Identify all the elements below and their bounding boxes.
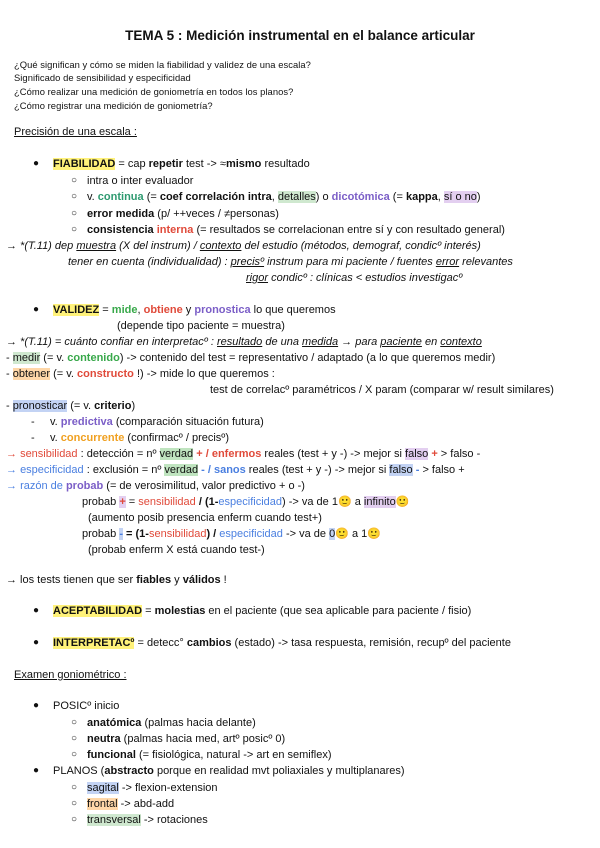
circle-bullet-icon: ○ [71,798,78,809]
probab-plus-line: probab + = sensibilidad / (1-especificidad) -> va de 1🙂 a infinito🙂 [82,496,410,508]
obtener-line: - obtener (= v. constructo !) -> mide lo que queremos : [6,368,275,380]
planos-line: PLANOS (abstracto porque en realidad mvt poliaxiales y multiplanares) [53,765,405,777]
medir-line: - medir (= v. contenido) -> contenido del test = representativo / adaptado (a lo que queremos medir) [6,352,496,364]
bullet-icon: ● [33,304,40,315]
sagital-line: sagital -> flexion-extension [87,782,218,794]
funcional-line: funcional (= fisiológica, natural -> art en semiflex) [87,749,332,761]
circle-bullet-icon: ○ [71,717,78,728]
fiab-sub-4: consistencia interna (= resultados se correlacionan entre sí y con resultado general) [87,224,505,236]
dash-icon: - [31,432,35,444]
dash-icon: - [31,416,35,428]
pronosticar-line: - pronosticar (= v. criterio) [6,400,136,412]
smile-icon: 🙂 [395,496,410,508]
fiabilidad-term: FIABILIDAD [53,158,116,170]
especificidad-line: → especificidad : exclusión = nº verdad - / sanos reales (test + y -) -> mejor si falso - > falso + [6,464,465,476]
fiab-arrow-3: rigor condicº : clínicas < estudios investigacº [246,272,463,284]
anatomica-line: anatómica (palmas hacia delante) [87,717,256,729]
smile-icon: 🙂 [335,528,349,540]
circle-bullet-icon: ○ [71,224,78,235]
probab-plus-note: (aumento posib presencia enferm cuando test+) [88,512,322,524]
circle-bullet-icon: ○ [71,191,78,202]
circle-bullet-icon: ○ [71,733,78,744]
bullet-icon: ● [33,765,40,776]
posic-line: POSICº inicio [53,700,120,712]
fiab-arrow-1: → *(T.11) dep muestra (X del instrum) / contexto del estudio (métodos, demograf, condicº interés) [6,240,481,252]
question-1: ¿Qué significan y cómo se miden la fiabilidad y validez de una escala? [14,59,311,70]
frontal-line: frontal -> abd-add [87,798,175,810]
razon-line: → razón de probab (= de verosimilitud, valor predictivo + o -) [6,480,305,492]
concurrente-line: v. concurrente (confirmacº / precisº) [50,432,229,444]
circle-bullet-icon: ○ [71,208,78,219]
predictiva-line: v. predictiva (comparación situación futura) [50,416,264,428]
fiab-sub-1: intra o inter evaluador [87,175,194,187]
fiab-sub-3: error medida (p/ ++veces / ≠personas) [87,208,279,220]
precision-heading: Precisión de una escala : [14,126,137,138]
aceptabilidad-line: ACEPTABILIDAD = molestias en el paciente (que sea aplicable para paciente / fisio) [53,605,472,617]
fiabilidad-line: FIABILIDAD = cap repetir test -> ≈mismo resultado [53,158,310,170]
question-4: ¿Cómo registrar una medición de goniometría? [14,100,213,111]
circle-bullet-icon: ○ [71,749,78,760]
sensibilidad-line: → sensibilidad : detección = nº verdad + / enfermos reales (test + y -) -> mejor si falso + > falso - [6,448,481,460]
circle-bullet-icon: ○ [71,175,78,186]
fiab-sub-2: v. continua (= coef correlación intra, detalles) o dicotómica (= kappa, sí o no) [87,191,481,203]
probab-minus-line: probab - = (1-sensibilidad) / especificidad -> va de 0🙂 a 1🙂 [82,528,381,540]
interpretac-line: INTERPRETACº = detecc° cambios (estado) -> tasa respuesta, remisión, recupº del paciente [53,637,511,649]
interpretac-term: INTERPRETACº [53,637,135,649]
circle-bullet-icon: ○ [71,814,78,825]
bullet-icon: ● [33,637,40,648]
question-2: Significado de sensibilidad y especificidad [14,72,191,83]
aceptabilidad-term: ACEPTABILIDAD [53,605,143,617]
neutra-line: neutra (palmas hacia med, artº posicº 0) [87,733,286,745]
examen-heading: Examen goniométrico : [14,669,127,681]
transversal-line: transversal -> rotaciones [87,814,208,826]
bullet-icon: ● [33,158,40,169]
fiables-validos-line: → los tests tienen que ser fiables y válidos ! [6,574,227,586]
validez-line: VALIDEZ = mide, obtiene y pronostica lo que queremos [53,304,336,316]
smile-icon: 🙂 [367,528,381,540]
probab-minus-note: (probab enferm X está cuando test-) [88,544,265,556]
page-title: TEMA 5 : Medición instrumental en el balance articular [125,28,475,43]
question-3: ¿Cómo realizar una medición de goniometría en todos los planos? [14,86,294,97]
smile-icon: 🙂 [337,496,352,508]
bullet-icon: ● [33,605,40,616]
bullet-icon: ● [33,700,40,711]
fiab-arrow-2: tener en cuenta (individualidad) : precisº instrum para mi paciente / fuentes error relevantes [68,256,513,268]
validez-line-2: (depende tipo paciente = muestra) [117,320,285,332]
circle-bullet-icon: ○ [71,782,78,793]
validez-term: VALIDEZ [53,304,100,316]
validez-arrow: → *(T.11) = cuánto confiar en interpretacº : resultado de una medida → para paciente en contexto [6,336,482,348]
obtener-line-2: test de correlacº paramétricos / X param (comparar w/ result similares) [210,384,554,396]
